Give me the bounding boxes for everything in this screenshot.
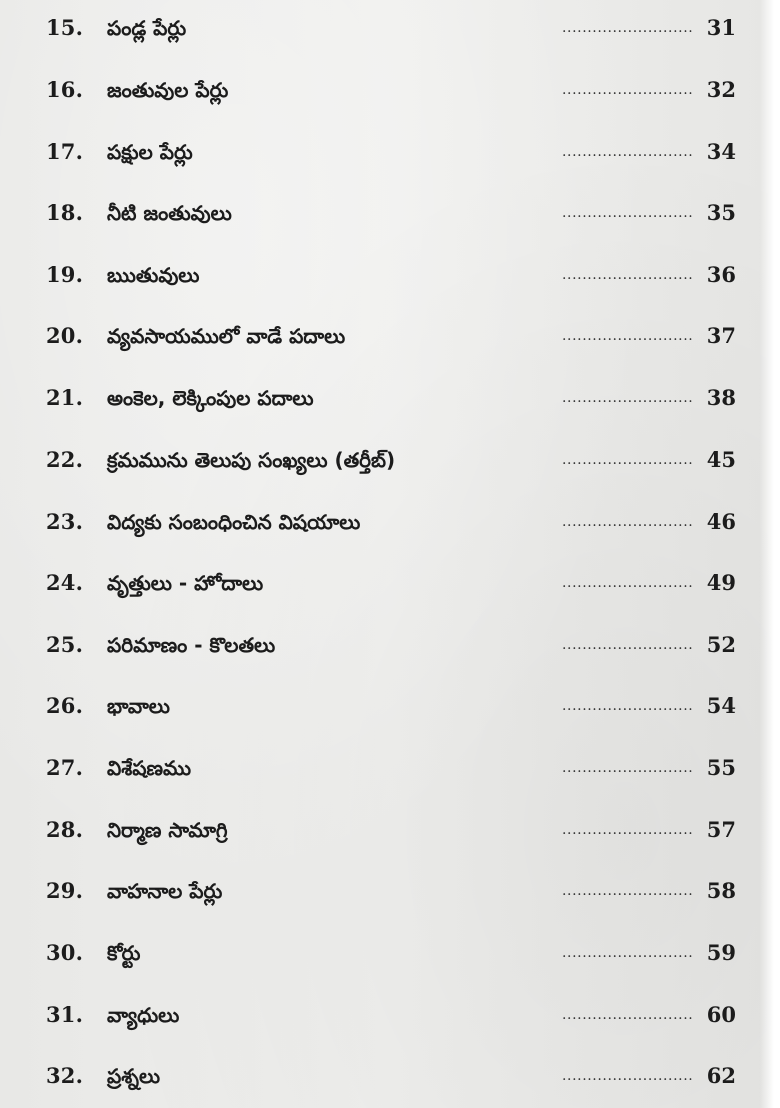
dot-leader: .......................... (562, 575, 694, 591)
entry-number: 15. (46, 15, 84, 40)
dot-leader: .......................... (562, 698, 694, 714)
toc-entry (0, 64, 780, 116)
entry-title: భావాలు (107, 694, 170, 718)
dot-leader: .......................... (562, 144, 694, 160)
entry-number: 29. (46, 878, 84, 903)
entry-title: నీటి జంతువులు (107, 201, 232, 225)
dot-leader: .......................... (562, 390, 694, 406)
toc-entry (0, 742, 780, 794)
dot-leader: .......................... (562, 452, 694, 468)
page-edge (760, 0, 780, 1108)
entry-number: 17. (46, 139, 84, 164)
entry-page-number: 62 (706, 1063, 736, 1088)
dot-leader: .......................... (562, 822, 694, 838)
dot-leader: .......................... (562, 1068, 694, 1084)
entry-number: 18. (46, 200, 84, 225)
entry-page-number: 32 (706, 77, 736, 102)
toc-entry (0, 2, 780, 54)
entry-page-number: 49 (706, 570, 736, 595)
entry-page-number: 45 (706, 447, 736, 472)
entry-title: వాహనాల పేర్లు (107, 879, 223, 903)
entry-title: పక్షుల పేర్లు (107, 140, 193, 164)
toc-entry (0, 187, 780, 239)
entry-title: వ్యవసాయములో వాడే పదాలు (107, 324, 346, 348)
dot-leader: .......................... (562, 883, 694, 899)
dot-leader: .......................... (562, 267, 694, 283)
dot-leader: .......................... (562, 82, 694, 98)
dot-leader: .......................... (562, 205, 694, 221)
entry-title: జంతువుల పేర్లు (107, 78, 229, 102)
toc-entry (0, 804, 780, 856)
entry-title: కోర్టు (107, 941, 141, 965)
dot-leader: .......................... (562, 514, 694, 530)
dot-leader: .......................... (562, 1007, 694, 1023)
entry-number: 24. (46, 570, 84, 595)
entry-number: 16. (46, 77, 84, 102)
toc-entry (0, 989, 780, 1041)
entry-title: పరిమాణం - కొలతలు (107, 633, 276, 657)
entry-number: 26. (46, 693, 84, 718)
entry-number: 20. (46, 323, 84, 348)
dot-leader: .......................... (562, 328, 694, 344)
entry-page-number: 57 (706, 817, 736, 842)
toc-entry (0, 1050, 780, 1102)
entry-title: వ్యాధులు (107, 1003, 180, 1027)
entry-page-number: 46 (706, 509, 736, 534)
entry-page-number: 59 (706, 940, 736, 965)
entry-number: 28. (46, 817, 84, 842)
entry-page-number: 60 (706, 1002, 736, 1027)
toc-entry (0, 434, 780, 486)
entry-number: 27. (46, 755, 84, 780)
entry-page-number: 31 (706, 15, 736, 40)
entry-page-number: 38 (706, 385, 736, 410)
entry-title: నిర్మాణ సామాగ్రి (107, 818, 228, 842)
entry-page-number: 58 (706, 878, 736, 903)
entry-page-number: 37 (706, 323, 736, 348)
toc-entry (0, 865, 780, 917)
entry-number: 21. (46, 385, 84, 410)
entry-number: 19. (46, 262, 84, 287)
entry-title: అంకెల, లెక్కింపుల పదాలు (107, 386, 314, 410)
toc-entry (0, 680, 780, 732)
toc-entry (0, 249, 780, 301)
entry-page-number: 35 (706, 200, 736, 225)
entry-title: వృత్తులు - హోదాలు (107, 571, 264, 595)
toc-entry (0, 619, 780, 671)
entry-number: 25. (46, 632, 84, 657)
entry-page-number: 36 (706, 262, 736, 287)
toc-entry (0, 126, 780, 178)
entry-number: 30. (46, 940, 84, 965)
entry-number: 31. (46, 1002, 84, 1027)
entry-title: ఋతువులు (107, 263, 200, 287)
entry-title: క్రమమును తెలుపు సంఖ్యలు (తర్తీబ్) (107, 448, 396, 472)
entry-page-number: 55 (706, 755, 736, 780)
dot-leader: .......................... (562, 945, 694, 961)
entry-page-number: 34 (706, 139, 736, 164)
entry-page-number: 52 (706, 632, 736, 657)
entry-title: విద్యకు సంబంధించిన విషయాలు (107, 510, 361, 534)
entry-number: 32. (46, 1063, 84, 1088)
toc-entry (0, 927, 780, 979)
dot-leader: .......................... (562, 637, 694, 653)
dot-leader: .......................... (562, 20, 694, 36)
toc-entry (0, 310, 780, 362)
toc-entry (0, 372, 780, 424)
toc-entry (0, 557, 780, 609)
entry-number: 23. (46, 509, 84, 534)
entry-number: 22. (46, 447, 84, 472)
toc-entry (0, 496, 780, 548)
entry-title: ప్రశ్నలు (107, 1064, 161, 1088)
entry-title: విశేషణము (107, 756, 192, 780)
entry-title: పండ్ల పేర్లు (107, 16, 187, 40)
entry-page-number: 54 (706, 693, 736, 718)
dot-leader: .......................... (562, 760, 694, 776)
